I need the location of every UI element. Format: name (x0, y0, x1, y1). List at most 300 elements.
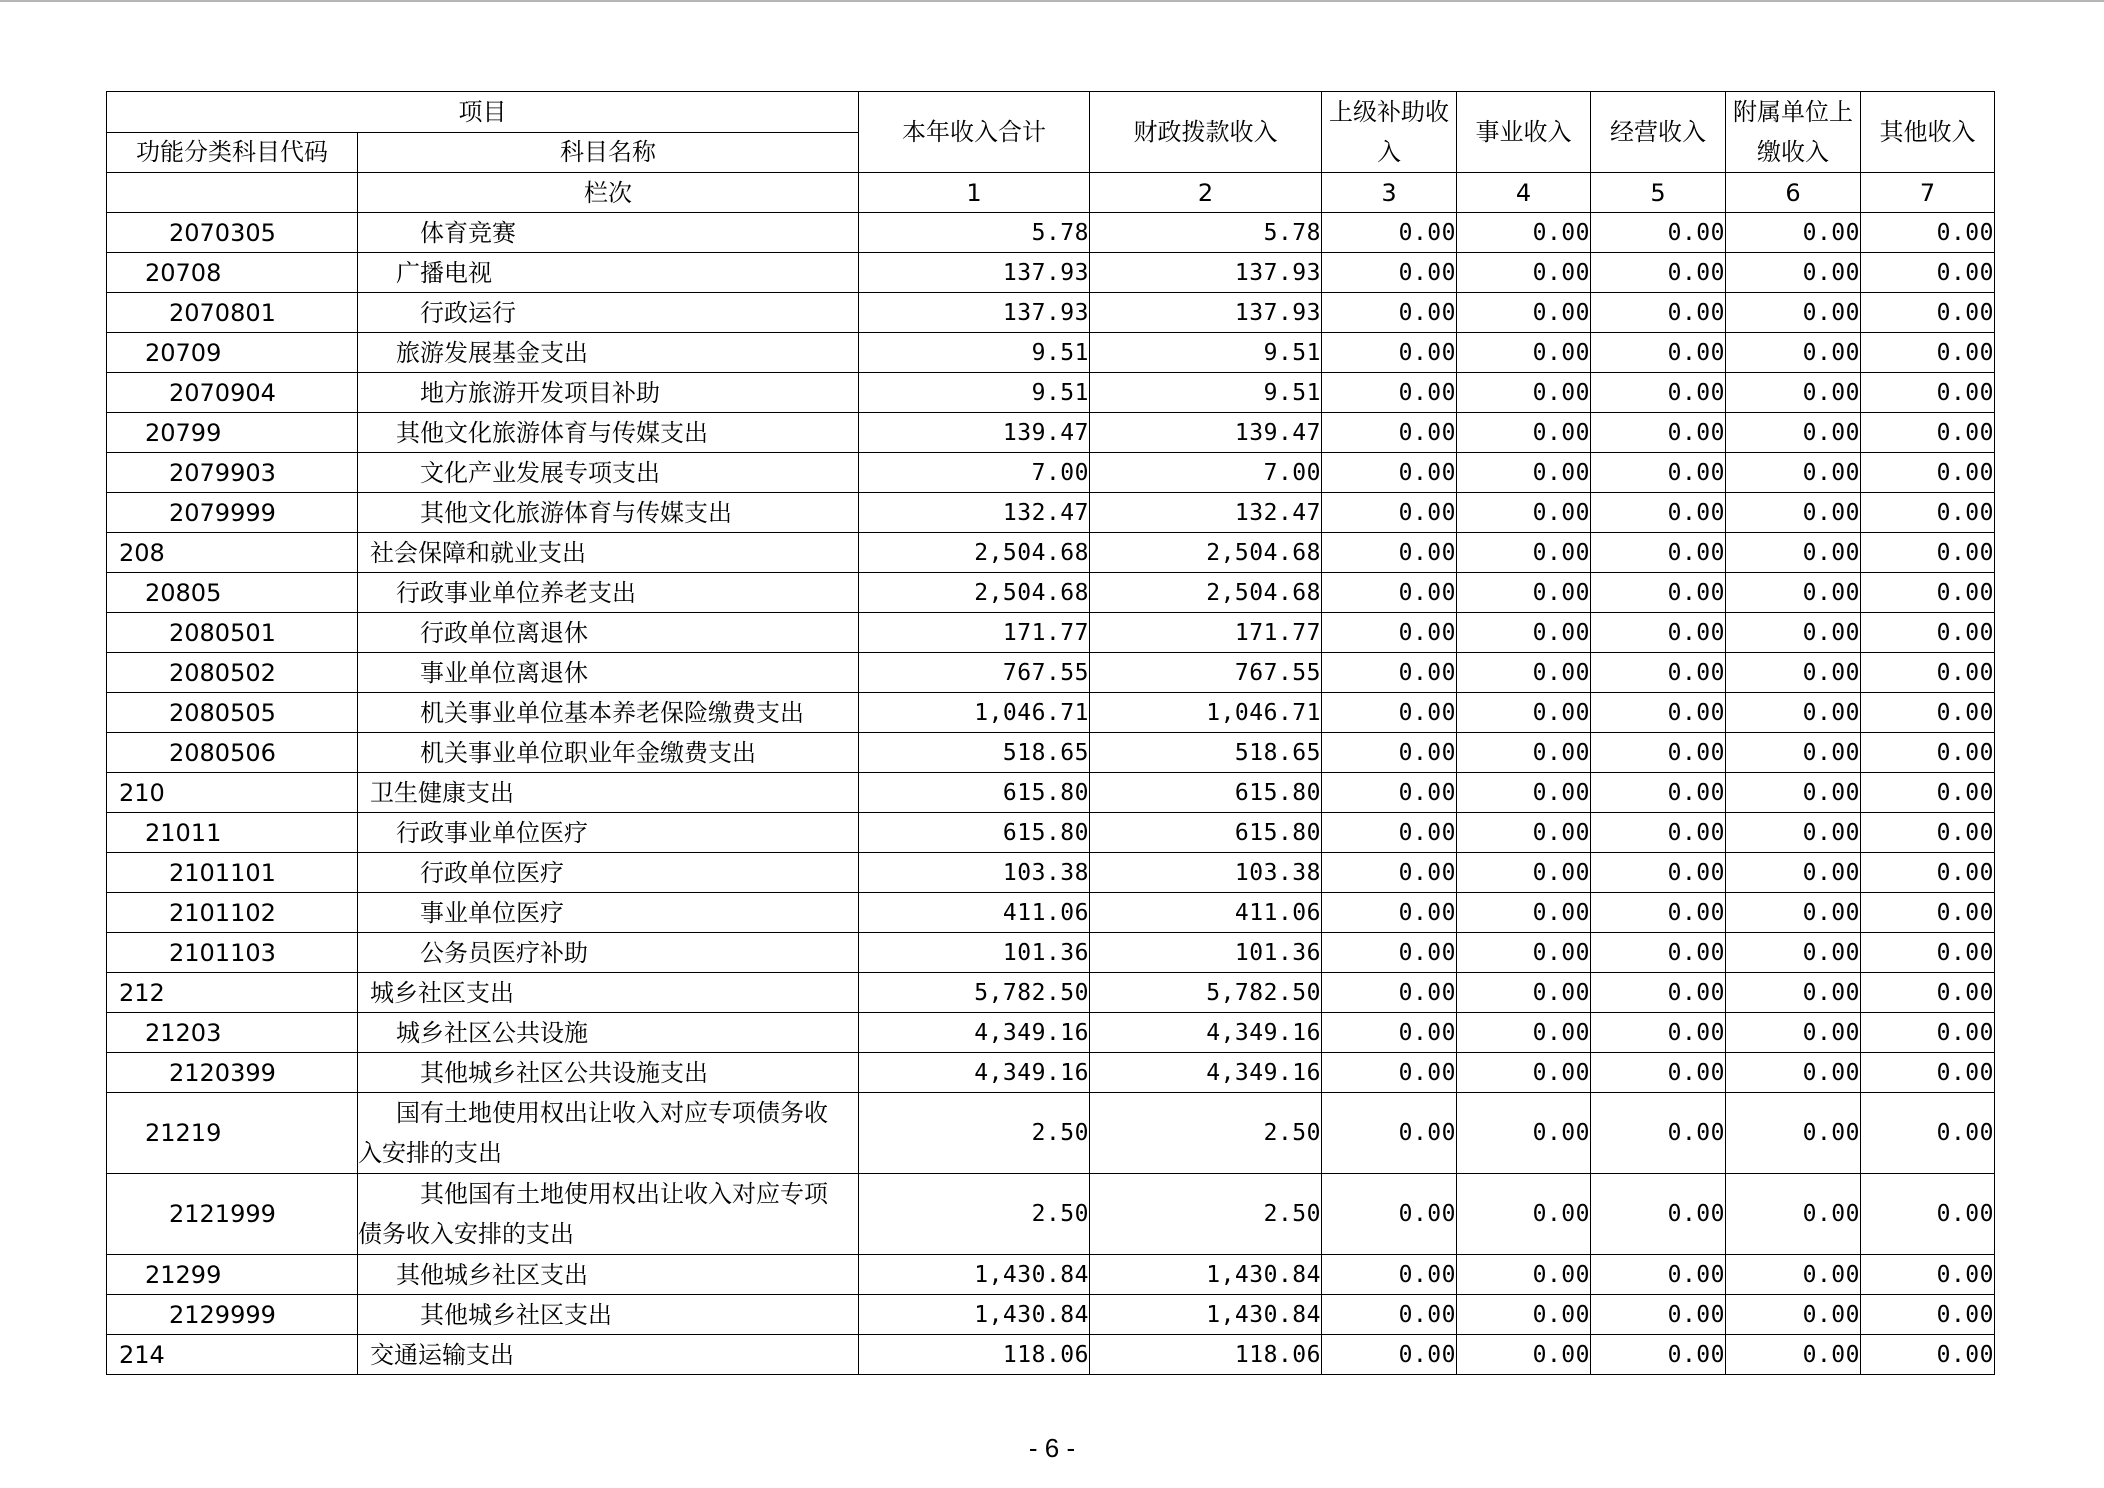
row-value: 0.00 (1457, 453, 1591, 493)
row-code: 2079999 (107, 493, 358, 533)
row-value: 0.00 (1457, 693, 1591, 733)
income-budget-table (106, 91, 1995, 1375)
row-value: 9.51 (859, 333, 1090, 373)
row-value: 1,430.84 (1090, 1295, 1322, 1335)
column-index-number: 1 (859, 173, 1090, 213)
table-row (107, 333, 1995, 373)
table-row (107, 1295, 1995, 1335)
row-value: 0.00 (1591, 613, 1726, 653)
row-value: 0.00 (1322, 493, 1457, 533)
row-value: 5.78 (1090, 213, 1322, 253)
row-value: 1,046.71 (1090, 693, 1322, 733)
row-name-cell (358, 933, 859, 973)
row-value: 9.51 (1090, 333, 1322, 373)
row-name: 其他城乡社区支出 (420, 1300, 612, 1329)
row-name: 事业单位离退休 (420, 658, 588, 687)
row-code: 2070904 (107, 373, 358, 413)
row-value: 0.00 (1457, 933, 1591, 973)
row-value: 0.00 (1591, 893, 1726, 933)
row-value: 0.00 (1591, 293, 1726, 333)
row-value: 0.00 (1591, 493, 1726, 533)
row-value: 0.00 (1322, 573, 1457, 613)
row-name-cell (358, 213, 859, 253)
row-value: 0.00 (1861, 893, 1995, 933)
row-name-cell (358, 493, 859, 533)
row-value: 0.00 (1591, 853, 1726, 893)
row-value: 0.00 (1457, 813, 1591, 853)
row-value: 0.00 (1726, 1013, 1861, 1053)
row-name: 旅游发展基金支出 (396, 338, 588, 367)
row-value: 0.00 (1726, 1053, 1861, 1093)
row-value: 0.00 (1726, 613, 1861, 653)
row-name: 行政单位离退休 (420, 618, 588, 647)
row-value: 0.00 (1457, 1093, 1591, 1174)
table-row (107, 973, 1995, 1013)
row-value: 0.00 (1726, 973, 1861, 1013)
row-value: 0.00 (1861, 373, 1995, 413)
row-name: 行政单位医疗 (420, 858, 564, 887)
row-value: 0.00 (1726, 573, 1861, 613)
row-name-cell (358, 773, 859, 813)
table-row (107, 933, 1995, 973)
row-value: 2,504.68 (1090, 533, 1322, 573)
row-value: 0.00 (1726, 773, 1861, 813)
row-code: 2080502 (107, 653, 358, 693)
row-value: 767.55 (1090, 653, 1322, 693)
row-value: 0.00 (1591, 333, 1726, 373)
affiliated-income-header: 附属单位上缴收入 (1726, 92, 1861, 173)
table-row (107, 453, 1995, 493)
page-number: - 6 - (1028, 1433, 1076, 1463)
row-value: 0.00 (1591, 813, 1726, 853)
row-code: 21219 (107, 1093, 358, 1174)
row-value: 1,046.71 (859, 693, 1090, 733)
row-name-cell (358, 1255, 859, 1295)
row-name: 机关事业单位职业年金缴费支出 (420, 738, 756, 767)
row-value: 0.00 (1861, 333, 1995, 373)
row-value: 0.00 (1322, 1295, 1457, 1335)
row-value: 0.00 (1591, 533, 1726, 573)
row-value: 0.00 (1726, 1255, 1861, 1295)
row-value: 0.00 (1322, 853, 1457, 893)
table-row (107, 813, 1995, 853)
row-value: 139.47 (859, 413, 1090, 453)
row-value: 0.00 (1861, 613, 1995, 653)
item-group-header: 项目 (107, 92, 859, 133)
row-code: 2101101 (107, 853, 358, 893)
row-value: 4,349.16 (1090, 1053, 1322, 1093)
row-value: 103.38 (859, 853, 1090, 893)
row-name-cell (358, 613, 859, 653)
row-value: 0.00 (1322, 773, 1457, 813)
row-name: 城乡社区公共设施 (396, 1018, 588, 1047)
column-index-row (107, 173, 1995, 213)
row-value: 0.00 (1457, 1255, 1591, 1295)
row-value: 0.00 (1322, 693, 1457, 733)
row-value: 0.00 (1861, 253, 1995, 293)
row-code: 2121999 (107, 1174, 358, 1255)
table-row (107, 733, 1995, 773)
row-value: 0.00 (1861, 933, 1995, 973)
row-name-cell (358, 373, 859, 413)
row-name-cell (358, 573, 859, 613)
row-value: 0.00 (1726, 453, 1861, 493)
table-row (107, 1255, 1995, 1295)
row-code: 212 (107, 973, 358, 1013)
row-value: 615.80 (1090, 773, 1322, 813)
table-row (107, 293, 1995, 333)
row-value: 0.00 (1457, 773, 1591, 813)
row-value: 0.00 (1457, 1295, 1591, 1335)
row-value: 0.00 (1726, 933, 1861, 973)
row-value: 0.00 (1322, 1053, 1457, 1093)
row-name: 体育竞赛 (420, 218, 516, 247)
row-value: 101.36 (1090, 933, 1322, 973)
column-index-number: 2 (1090, 173, 1322, 213)
row-value: 0.00 (1457, 893, 1591, 933)
row-value: 518.65 (859, 733, 1090, 773)
row-value: 0.00 (1591, 933, 1726, 973)
row-name-line-2: 入安排的支出 (358, 1139, 502, 1167)
row-value: 615.80 (1090, 813, 1322, 853)
row-value: 0.00 (1591, 693, 1726, 733)
row-value: 139.47 (1090, 413, 1322, 453)
row-value: 0.00 (1726, 373, 1861, 413)
row-name: 行政事业单位医疗 (396, 818, 588, 847)
row-value: 767.55 (859, 653, 1090, 693)
table-row (107, 613, 1995, 653)
row-value: 0.00 (1322, 613, 1457, 653)
row-value: 0.00 (1861, 693, 1995, 733)
row-name-line-1: 其他国有土地使用权出让收入对应专项 (420, 1180, 828, 1208)
row-code: 2101103 (107, 933, 358, 973)
operating-income-header: 经营收入 (1591, 92, 1726, 173)
header-row-1 (107, 92, 1995, 133)
row-code: 20805 (107, 573, 358, 613)
table-row (107, 693, 1995, 733)
table-row (107, 493, 1995, 533)
row-name-cell (358, 653, 859, 693)
row-name: 行政事业单位养老支出 (396, 578, 636, 607)
row-value: 0.00 (1322, 1093, 1457, 1174)
row-value: 0.00 (1457, 493, 1591, 533)
row-value: 0.00 (1726, 813, 1861, 853)
row-value: 2.50 (1090, 1174, 1322, 1255)
row-value: 0.00 (1726, 1093, 1861, 1174)
row-value: 101.36 (859, 933, 1090, 973)
row-name-cell (358, 253, 859, 293)
row-value: 0.00 (1861, 413, 1995, 453)
row-value: 132.47 (1090, 493, 1322, 533)
row-value: 0.00 (1322, 533, 1457, 573)
row-name-cell (358, 453, 859, 493)
row-value: 0.00 (1457, 973, 1591, 1013)
row-value: 2,504.68 (1090, 573, 1322, 613)
table-row (107, 373, 1995, 413)
row-value: 0.00 (1457, 653, 1591, 693)
row-name-cell (358, 733, 859, 773)
row-value: 0.00 (1861, 1255, 1995, 1295)
row-value: 0.00 (1591, 1013, 1726, 1053)
row-value: 1,430.84 (859, 1255, 1090, 1295)
row-value: 0.00 (1591, 653, 1726, 693)
row-value: 7.00 (1090, 453, 1322, 493)
table-row (107, 533, 1995, 573)
row-value: 0.00 (1591, 1053, 1726, 1093)
row-value: 0.00 (1861, 813, 1995, 853)
table-row (107, 213, 1995, 253)
column-index-number: 7 (1861, 173, 1995, 213)
row-value: 0.00 (1861, 773, 1995, 813)
business-income-header: 事业收入 (1457, 92, 1591, 173)
row-code: 214 (107, 1335, 358, 1375)
row-value: 2.50 (1090, 1093, 1322, 1174)
row-code: 2070801 (107, 293, 358, 333)
row-name-cell (358, 853, 859, 893)
row-value: 411.06 (859, 893, 1090, 933)
row-value: 0.00 (1457, 413, 1591, 453)
row-name-cell (358, 1053, 859, 1093)
row-value: 0.00 (1457, 373, 1591, 413)
row-value: 0.00 (1457, 1335, 1591, 1375)
row-value: 0.00 (1591, 1093, 1726, 1174)
row-value: 0.00 (1591, 253, 1726, 293)
row-name: 卫生健康支出 (370, 778, 514, 807)
row-code: 2070305 (107, 213, 358, 253)
row-value: 4,349.16 (859, 1053, 1090, 1093)
row-value: 0.00 (1726, 693, 1861, 733)
row-name: 公务员医疗补助 (420, 938, 588, 967)
row-value: 0.00 (1457, 1174, 1591, 1255)
table-row (107, 653, 1995, 693)
row-value: 0.00 (1457, 333, 1591, 373)
row-name-cell (358, 533, 859, 573)
row-value: 0.00 (1726, 893, 1861, 933)
row-value: 5,782.50 (1090, 973, 1322, 1013)
row-value: 9.51 (859, 373, 1090, 413)
row-value: 0.00 (1861, 533, 1995, 573)
table-row (107, 1053, 1995, 1093)
row-code: 2129999 (107, 1295, 358, 1335)
row-value: 0.00 (1861, 1013, 1995, 1053)
row-value: 0.00 (1861, 493, 1995, 533)
row-value: 0.00 (1726, 733, 1861, 773)
row-value: 0.00 (1591, 413, 1726, 453)
row-value: 1,430.84 (859, 1295, 1090, 1335)
table-row (107, 1093, 1995, 1174)
row-code: 2079903 (107, 453, 358, 493)
row-value: 171.77 (859, 613, 1090, 653)
table-row (107, 1335, 1995, 1375)
row-value: 518.65 (1090, 733, 1322, 773)
row-value: 0.00 (1726, 253, 1861, 293)
row-value: 118.06 (1090, 1335, 1322, 1375)
row-value: 615.80 (859, 773, 1090, 813)
row-value: 0.00 (1457, 293, 1591, 333)
row-value: 0.00 (1591, 973, 1726, 1013)
row-name: 交通运输支出 (370, 1340, 514, 1369)
row-name-cell (358, 1335, 859, 1375)
row-value: 0.00 (1726, 1295, 1861, 1335)
column-index-blank (107, 173, 358, 213)
row-value: 0.00 (1591, 1255, 1726, 1295)
row-name-line-1: 国有土地使用权出让收入对应专项债务收 (396, 1099, 828, 1127)
row-value: 0.00 (1591, 573, 1726, 613)
row-value: 0.00 (1861, 853, 1995, 893)
row-value: 0.00 (1322, 733, 1457, 773)
row-value: 0.00 (1457, 613, 1591, 653)
row-value: 0.00 (1861, 1174, 1995, 1255)
row-name: 广播电视 (396, 258, 492, 287)
row-value: 2.50 (859, 1093, 1090, 1174)
total-income-header: 本年收入合计 (859, 92, 1090, 173)
row-name: 机关事业单位基本养老保险缴费支出 (420, 698, 804, 727)
column-index-number: 5 (1591, 173, 1726, 213)
row-code: 20709 (107, 333, 358, 373)
row-name-cell (358, 1295, 859, 1335)
table-row (107, 773, 1995, 813)
row-value: 0.00 (1322, 973, 1457, 1013)
row-name: 地方旅游开发项目补助 (420, 378, 660, 407)
row-value: 615.80 (859, 813, 1090, 853)
row-value: 9.51 (1090, 373, 1322, 413)
table-row (107, 413, 1995, 453)
row-value: 0.00 (1726, 853, 1861, 893)
row-value: 0.00 (1322, 333, 1457, 373)
row-value: 0.00 (1591, 453, 1726, 493)
table-row (107, 893, 1995, 933)
row-value: 4,349.16 (859, 1013, 1090, 1053)
row-value: 0.00 (1457, 853, 1591, 893)
row-name: 事业单位医疗 (420, 898, 564, 927)
row-value: 0.00 (1861, 1335, 1995, 1375)
row-value: 0.00 (1861, 1093, 1995, 1174)
row-value: 0.00 (1591, 1335, 1726, 1375)
row-name: 其他城乡社区公共设施支出 (420, 1058, 708, 1087)
row-value: 0.00 (1591, 213, 1726, 253)
name-header: 科目名称 (358, 132, 859, 173)
row-value: 0.00 (1726, 293, 1861, 333)
column-index-label: 栏次 (358, 173, 859, 213)
row-value: 5.78 (859, 213, 1090, 253)
row-value: 0.00 (1322, 653, 1457, 693)
row-value: 7.00 (859, 453, 1090, 493)
row-name: 其他城乡社区支出 (396, 1260, 588, 1289)
row-name-cell (358, 413, 859, 453)
row-value: 0.00 (1457, 1013, 1591, 1053)
row-value: 1,430.84 (1090, 1255, 1322, 1295)
row-value: 0.00 (1726, 1174, 1861, 1255)
row-value: 0.00 (1726, 413, 1861, 453)
column-index-number: 6 (1726, 173, 1861, 213)
row-value: 411.06 (1090, 893, 1322, 933)
row-name-cell (358, 973, 859, 1013)
row-value: 0.00 (1322, 373, 1457, 413)
row-value: 0.00 (1591, 1295, 1726, 1335)
row-name: 社会保障和就业支出 (370, 538, 586, 567)
other-income-header: 其他收入 (1861, 92, 1995, 173)
page-top-rule (0, 0, 2104, 2)
row-value: 4,349.16 (1090, 1013, 1322, 1053)
row-value: 0.00 (1322, 933, 1457, 973)
column-index-number: 4 (1457, 173, 1591, 213)
row-value: 137.93 (859, 293, 1090, 333)
row-value: 0.00 (1322, 253, 1457, 293)
row-value: 0.00 (1726, 653, 1861, 693)
row-value: 0.00 (1591, 373, 1726, 413)
row-value: 0.00 (1322, 293, 1457, 333)
row-value: 0.00 (1457, 213, 1591, 253)
row-code: 208 (107, 533, 358, 573)
row-code: 2120399 (107, 1053, 358, 1093)
row-code: 21203 (107, 1013, 358, 1053)
row-name-cell (358, 293, 859, 333)
table-row (107, 1013, 1995, 1053)
row-code: 21299 (107, 1255, 358, 1295)
row-value: 0.00 (1861, 1053, 1995, 1093)
row-value: 0.00 (1322, 213, 1457, 253)
row-value: 0.00 (1457, 573, 1591, 613)
row-code: 2080501 (107, 613, 358, 653)
row-value: 103.38 (1090, 853, 1322, 893)
code-header: 功能分类科目代码 (107, 132, 358, 173)
row-name-cell (358, 1093, 859, 1174)
row-value: 0.00 (1726, 1335, 1861, 1375)
row-code: 20708 (107, 253, 358, 293)
column-index-number: 3 (1322, 173, 1457, 213)
row-code: 210 (107, 773, 358, 813)
row-code: 2101102 (107, 893, 358, 933)
row-name: 其他文化旅游体育与传媒支出 (396, 418, 708, 447)
row-value: 0.00 (1726, 533, 1861, 573)
table-row (107, 573, 1995, 613)
row-value: 0.00 (1591, 1174, 1726, 1255)
row-value: 0.00 (1861, 973, 1995, 1013)
row-name-cell (358, 1174, 859, 1255)
row-name-cell (358, 1013, 859, 1053)
row-value: 0.00 (1457, 533, 1591, 573)
fiscal-income-header: 财政拨款收入 (1090, 92, 1322, 173)
row-value: 0.00 (1322, 453, 1457, 493)
row-code: 21011 (107, 813, 358, 853)
row-value: 0.00 (1726, 493, 1861, 533)
row-value: 0.00 (1322, 413, 1457, 453)
row-value: 2,504.68 (859, 533, 1090, 573)
row-name: 城乡社区支出 (370, 978, 514, 1007)
row-value: 0.00 (1861, 733, 1995, 773)
row-name-cell (358, 693, 859, 733)
row-value: 0.00 (1726, 213, 1861, 253)
superior-subsidy-header: 上级补助收入 (1322, 92, 1457, 173)
row-value: 0.00 (1322, 1255, 1457, 1295)
row-name-cell (358, 813, 859, 853)
row-value: 118.06 (859, 1335, 1090, 1375)
row-value: 0.00 (1591, 733, 1726, 773)
row-value: 2,504.68 (859, 573, 1090, 613)
row-value: 5,782.50 (859, 973, 1090, 1013)
row-value: 0.00 (1322, 813, 1457, 853)
row-value: 0.00 (1861, 573, 1995, 613)
row-value: 0.00 (1322, 893, 1457, 933)
row-value: 171.77 (1090, 613, 1322, 653)
row-value: 0.00 (1861, 1295, 1995, 1335)
table-row (107, 253, 1995, 293)
row-value: 0.00 (1591, 773, 1726, 813)
row-value: 0.00 (1457, 733, 1591, 773)
row-value: 132.47 (859, 493, 1090, 533)
table-body (107, 213, 1995, 1375)
row-name: 文化产业发展专项支出 (420, 458, 660, 487)
